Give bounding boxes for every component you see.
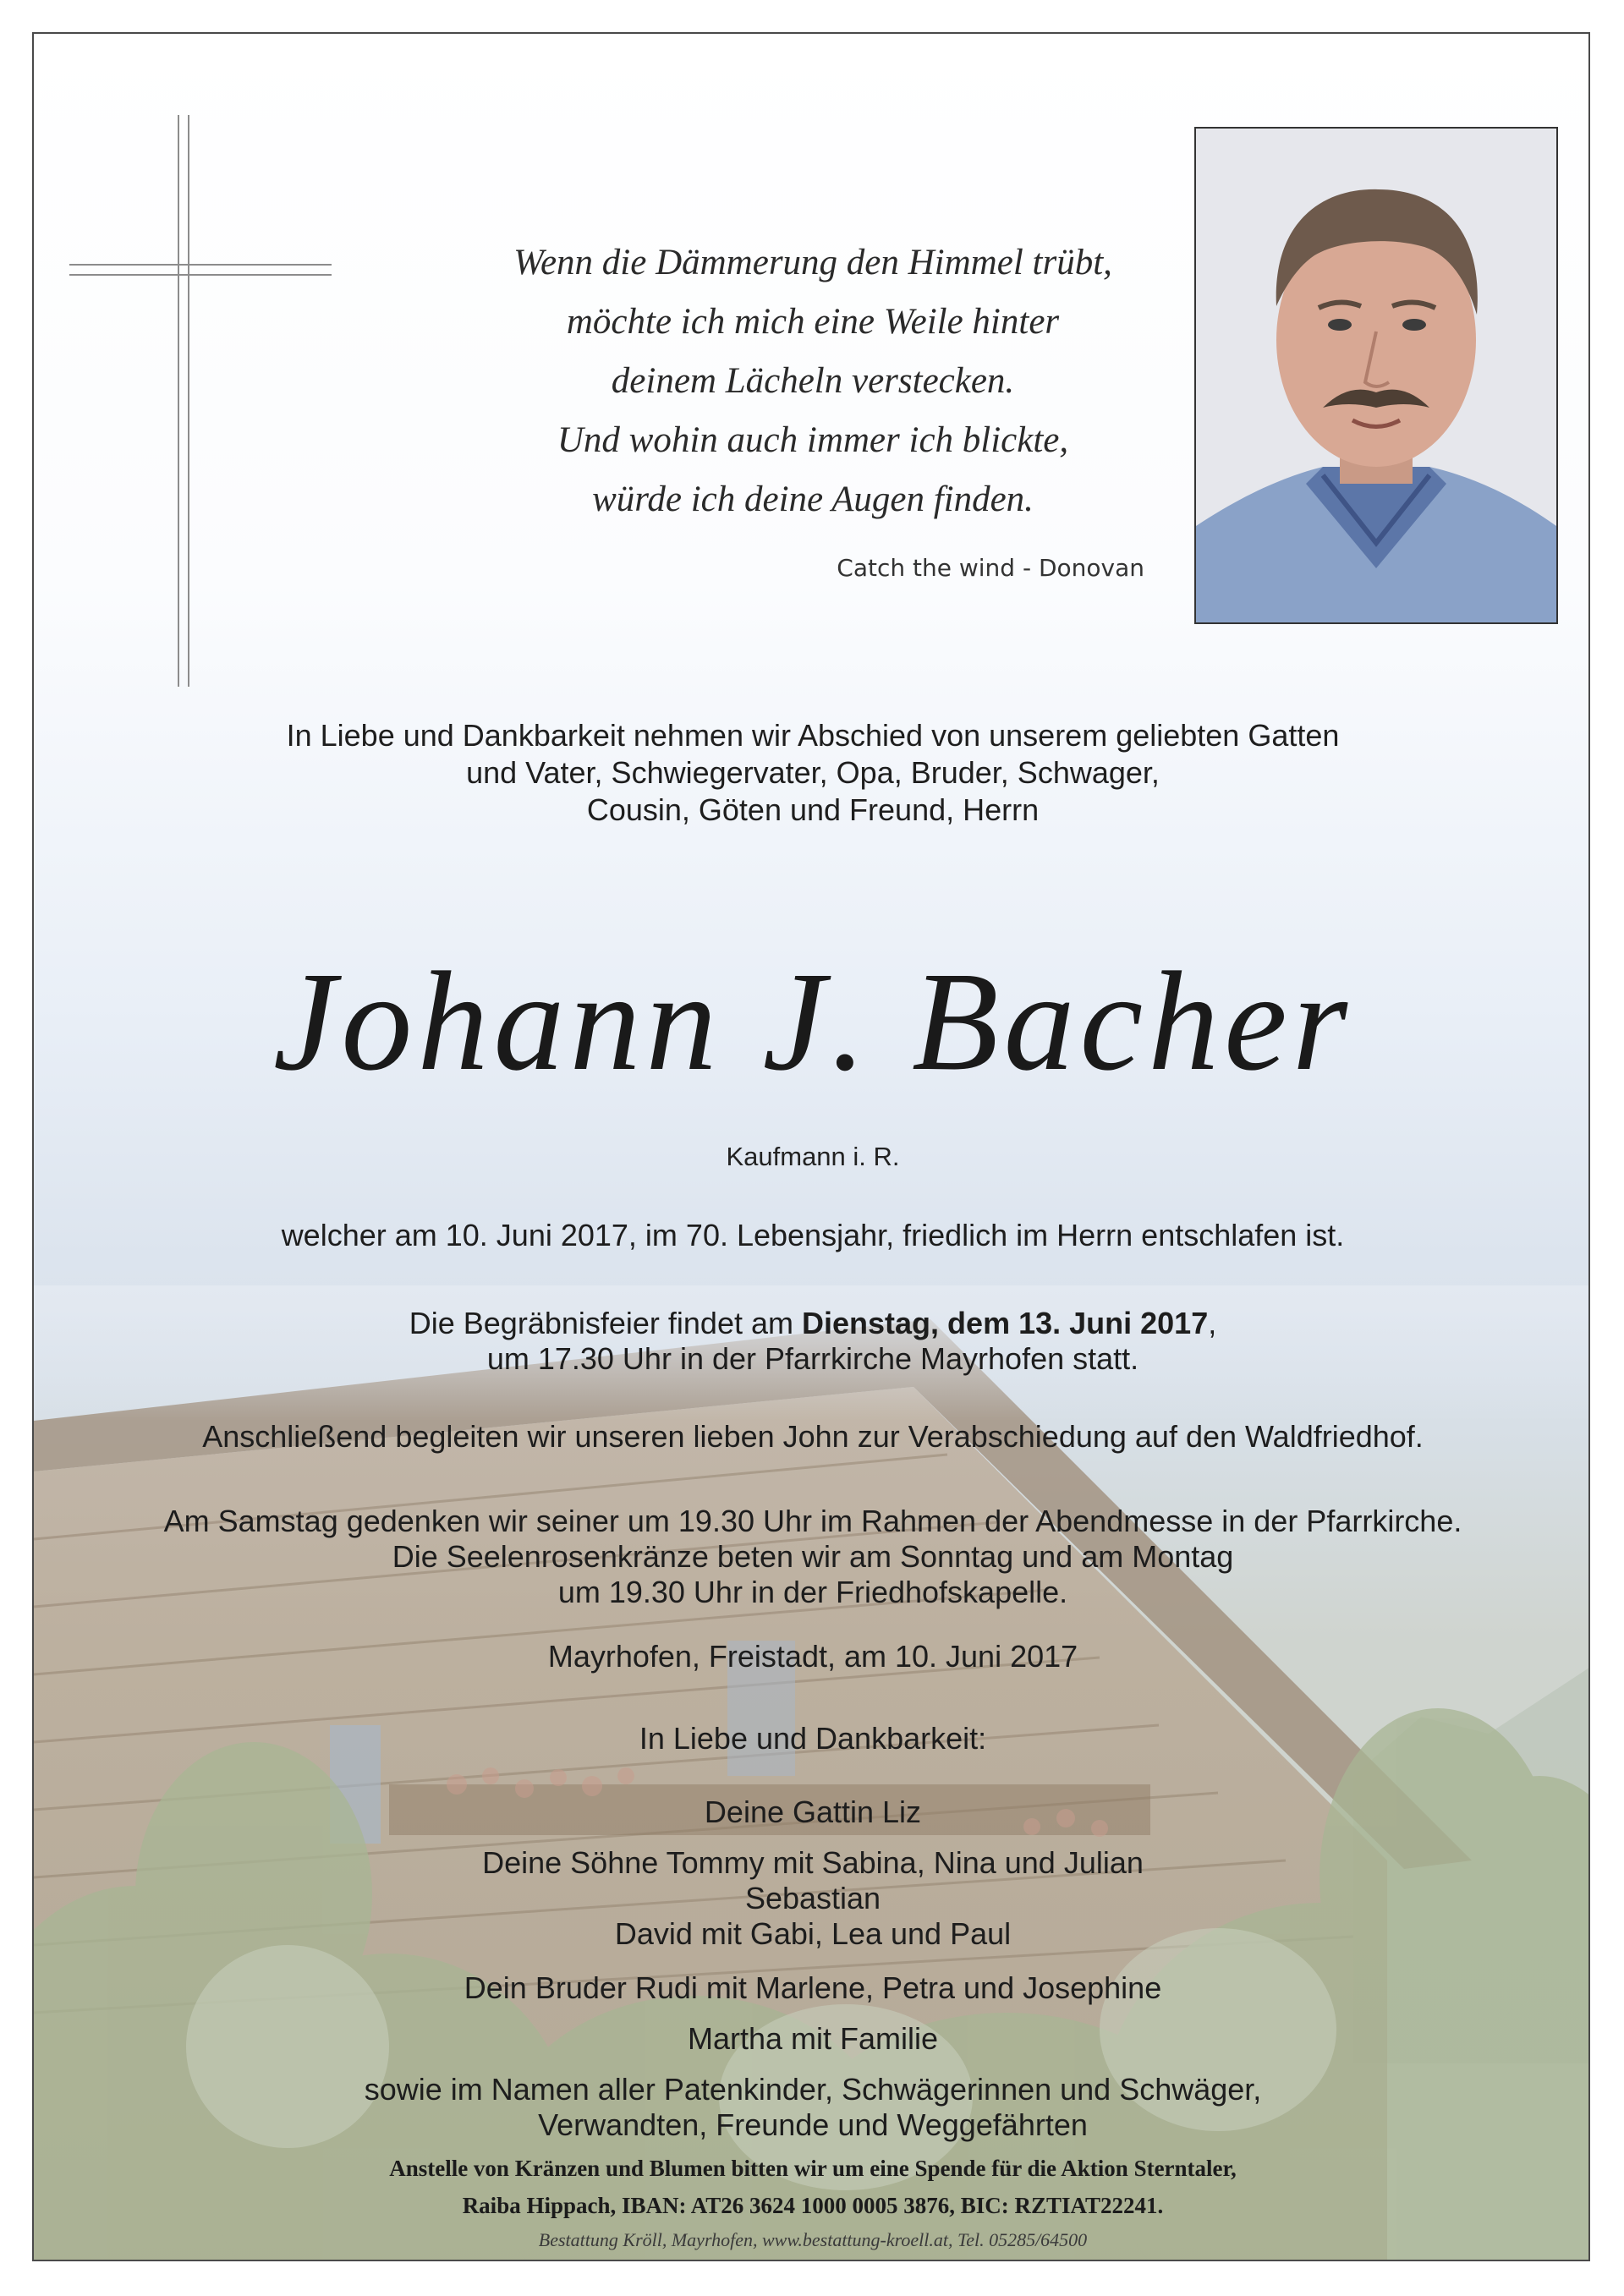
funeral-suffix: , [1208, 1306, 1217, 1340]
donation-line: Anstelle von Kränzen und Blumen bitten wir um eine Spende für die Aktion Sterntaler, [389, 2156, 1237, 2181]
burial-info: Anschließend begleiten wir unseren lieben John zur Verabschiedung auf den Waldfriedhof. [202, 1419, 1424, 1454]
deceased-name: Johann J. Bacher [272, 943, 1353, 1100]
obituary-card [32, 32, 1590, 2261]
funeral-line-1 [34, 1306, 1590, 1341]
poem-line: würde ich deine Augen finden. [592, 479, 1034, 519]
funeral-prefix: Die Begräbnisfeier findet am [409, 1306, 793, 1340]
poem-line: möchte ich mich eine Weile hinter [566, 302, 1060, 342]
mass-info [34, 1504, 1590, 1610]
poem-source: Catch the wind - Donovan [837, 554, 1144, 582]
mourner-brother: Dein Bruder Rudi mit Marlene, Petra und Josephine [464, 1970, 1162, 2005]
mourner-line: Sebastian [744, 1881, 881, 1915]
mourner-line: sowie im Namen aller Patenkinder, Schwägerinnen und Schwäger, [364, 2072, 1262, 2107]
death-notice: welcher am 10. Juni 2017, im 70. Lebensjahr, friedlich im Herrn entschlafen ist. [281, 1218, 1345, 1252]
intro-line: In Liebe und Dankbarkeit nehmen wir Abschied von unserem geliebten Gatten [286, 718, 1340, 753]
funeral-date: Dienstag, dem 13. Juni 2017 [802, 1306, 1209, 1340]
place-date: Mayrhofen, Freistadt, am 10. Juni 2017 [547, 1639, 1078, 1674]
poem-line: deinem Lächeln verstecken. [611, 361, 1015, 401]
closing-line: In Liebe und Dankbarkeit: [639, 1721, 987, 1756]
mourner-sons [34, 1845, 1590, 1952]
donation-note [34, 2150, 1590, 2224]
funeral-home-footer: Bestattung Kröll, Mayrhofen, www.bestattung-kroell.at, Tel. 05285/64500 [538, 2229, 1088, 2250]
mass-line: um 19.30 Uhr in der Friedhofskapelle. [557, 1575, 1068, 1609]
mourner-sister: Martha mit Familie [687, 2021, 939, 2056]
funeral-line-2: um 17.30 Uhr in der Pfarrkirche Mayrhofen statt. [486, 1341, 1139, 1376]
intro-text [34, 717, 1590, 829]
intro-line: und Vater, Schwiegervater, Opa, Bruder, Schwager, [466, 755, 1160, 790]
funeral-info [34, 1306, 1590, 1377]
deceased-title: Kaufmann i. R. [726, 1142, 900, 1171]
poem-line: Und wohin auch immer ich blickte, [557, 420, 1069, 460]
donation-line: Raiba Hippach, IBAN: AT26 3624 1000 0005 3876, BIC: RZTIAT22241. [462, 2193, 1164, 2218]
mourner-others [34, 2072, 1590, 2143]
poem [34, 233, 1590, 529]
mass-line: Am Samstag gedenken wir seiner um 19.30 Uhr im Rahmen der Abendmesse in der Pfarrkirche. [163, 1504, 1462, 1538]
mourner-line: David mit Gabi, Lea und Paul [614, 1916, 1012, 1951]
mourner-line: Deine Söhne Tommy mit Sabina, Nina und Julian [482, 1845, 1144, 1880]
intro-line: Cousin, Göten und Freund, Herrn [586, 792, 1040, 827]
mourner-wife: Deine Gattin Liz [704, 1795, 922, 1829]
mass-line: Die Seelenrosenkränze beten wir am Sonntag und am Montag [392, 1539, 1234, 1574]
poem-line: Wenn die Dämmerung den Himmel trübt, [513, 243, 1112, 282]
mourner-line: Verwandten, Freunde und Weggefährten [538, 2107, 1088, 2142]
